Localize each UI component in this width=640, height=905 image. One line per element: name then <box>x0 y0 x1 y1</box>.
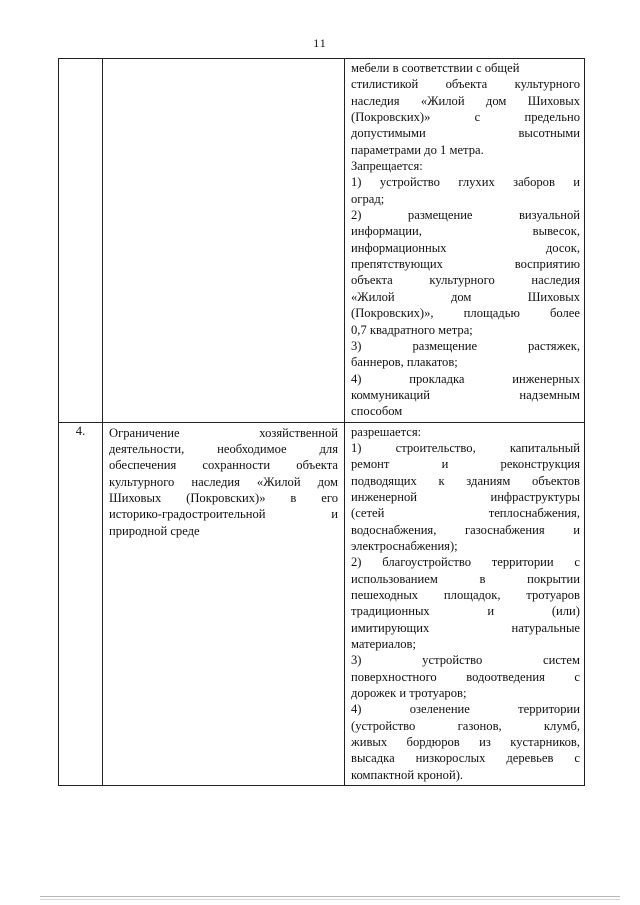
title-line: обеспечения сохранности объекта <box>109 458 338 473</box>
rule-line: Запрещается: <box>351 159 423 174</box>
rule-line: поверхностного водоотведения с <box>351 669 580 684</box>
rule-line: коммуникаций надземным <box>351 387 580 402</box>
title-line: природной среде <box>109 523 200 538</box>
rule-line: (Покровских)», площадью более <box>351 306 580 321</box>
rule-line: живых бордюров из кустарников, <box>351 735 580 750</box>
rules-cell <box>345 422 585 786</box>
rule-line: использованием в покрытии <box>351 571 580 586</box>
rule-line: водоснабжения, газоснабжения и <box>351 522 580 537</box>
rule-line: информационных досок, <box>351 240 580 255</box>
rule-line: ремонт и реконструкция <box>351 457 580 472</box>
title-line: историко-градостроительной и <box>109 507 338 522</box>
rules-cell <box>345 59 585 423</box>
document-table <box>58 58 585 786</box>
table-row-4 <box>59 422 585 786</box>
rule-line: допустимыми высотными <box>351 126 580 141</box>
rule-line: 1) устройство глухих заборов и <box>351 175 580 190</box>
rule-line: «Жилой дом Шиховых <box>351 289 580 304</box>
restriction-title-cell <box>103 422 345 786</box>
rule-line: способом <box>351 404 403 419</box>
rule-line: 4) прокладка инженерных <box>351 371 580 386</box>
rule-line: электроснабжения); <box>351 538 458 553</box>
rule-line: 3) устройство систем <box>351 653 580 668</box>
rule-line: наследия «Жилой дом Шиховых <box>351 93 580 108</box>
rule-line: имитирующих натуральные <box>351 620 580 635</box>
rule-line: баннеров, плакатов; <box>351 355 458 370</box>
rule-line: стилистикой объекта культурного <box>351 77 580 92</box>
scan-edge-line <box>40 896 620 897</box>
page-number: 11 <box>313 36 327 50</box>
rule-line: традиционных и (или) <box>351 604 580 619</box>
rule-line: оград; <box>351 191 385 206</box>
rule-line: (Покровских)» с предельно <box>351 110 580 125</box>
rule-line: материалов; <box>351 637 417 652</box>
rule-line: 1) строительство, капитальный <box>351 440 580 455</box>
table-row-continued <box>59 59 585 423</box>
rule-line: компактной кроной). <box>351 767 464 782</box>
rule-line: 2) размещение визуальной <box>351 208 580 223</box>
rule-line: инженерной инфраструктуры <box>351 489 580 504</box>
rule-line: 0,7 квадратного метра; <box>351 322 473 337</box>
rule-line: препятствующих восприятию <box>351 257 580 272</box>
rule-line: 3) размещение растяжек, <box>351 338 580 353</box>
title-line: деятельности, необходимое для <box>109 441 338 456</box>
rule-line: объекта культурного наследия <box>351 273 580 288</box>
rule-line: параметрами до 1 метра. <box>351 142 484 157</box>
restriction-title-cell <box>103 59 345 423</box>
title-line: Шиховых (Покровских)» в его <box>109 490 338 505</box>
rule-line: разрешается: <box>351 424 422 439</box>
rule-line: 4) озеленение территории <box>351 702 580 717</box>
title-line: культурного наследия «Жилой дом <box>109 474 338 489</box>
rule-line: дорожек и тротуаров; <box>351 686 467 701</box>
rule-line: пешеходных площадок, тротуаров <box>351 588 580 602</box>
scan-edge-line <box>40 899 620 900</box>
rule-line: высадка низкорослых деревьев с <box>351 751 580 766</box>
row-number-cell <box>59 59 103 423</box>
row-number-cell: 4. <box>59 422 103 786</box>
rule-line: 2) благоустройство территории с <box>351 555 580 570</box>
rule-line: (устройство газонов, клумб, <box>351 718 580 733</box>
rule-line: (сетей теплоснабжения, <box>351 506 580 521</box>
rule-line: мебели в соответствии с общей <box>351 61 520 75</box>
title-line: Ограничение хозяйственной <box>109 425 338 440</box>
rule-line: информации, вывесок, <box>351 224 580 239</box>
rule-line: подводящих к зданиям объектов <box>351 473 580 488</box>
